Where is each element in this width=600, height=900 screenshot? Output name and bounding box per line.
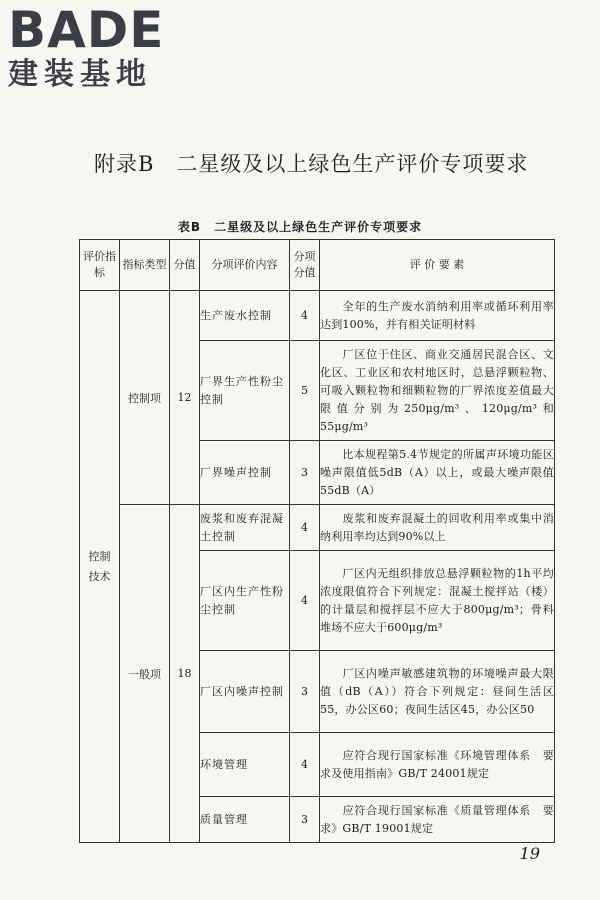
sub-score-cell: 3	[290, 441, 320, 505]
sub-score-cell: 3	[290, 651, 320, 733]
requirement-cell: 全年的生产废水消纳利用率或循环利用率达到100%，并有相关证明材料	[320, 291, 555, 341]
sub-score-cell: 3	[290, 797, 320, 843]
header-eval-indicator: 评价指标	[80, 240, 120, 291]
header-row	[80, 240, 555, 291]
type-score-control: 12	[170, 291, 200, 505]
requirement-cell: 应符合现行国家标准《质量管理体系 要求》GB/T 19001规定	[320, 797, 555, 843]
type-cell-general: 一般项	[120, 505, 170, 843]
requirement-cell: 厂区内无组织排放总悬浮颗粒物的1h平均浓度限值符合下列规定：混凝土搅拌站（楼）的计量层和搅拌层不应大于800μg/m³；骨料堆场不应大于600μg/m³	[320, 551, 555, 651]
logo-wordmark: BADE	[8, 1, 165, 59]
appendix-title: 附录B 二星级及以上绿色生产评价专项要求	[94, 152, 529, 176]
requirement-cell: 应符合现行国家标准《环境管理体系 要求及使用指南》GB/T 24001规定	[320, 733, 555, 797]
spec-table	[79, 239, 555, 843]
sub-item-cell: 质量管理	[200, 797, 290, 843]
eval-indicator-cell: 控制技术	[80, 291, 120, 843]
header-sub-item: 分项评价内容	[200, 240, 290, 291]
sub-item-cell: 厂界噪声控制	[200, 441, 290, 505]
sub-score-cell: 4	[290, 733, 320, 797]
header-requirement: 评 价 要 素	[320, 240, 555, 291]
requirement-cell: 厂区内噪声敏感建筑物的环境噪声最大限值（dB（A））符合下列规定：昼间生活区55，办公区60；夜间生活区45，办公区50	[320, 651, 555, 733]
header-score: 分值	[170, 240, 200, 291]
table-row	[80, 505, 555, 551]
sub-item-cell: 废浆和废弃混凝土控制	[200, 505, 290, 551]
sub-item-cell: 生产废水控制	[200, 291, 290, 341]
sub-score-cell: 4	[290, 291, 320, 341]
requirement-cell: 厂区位于住区、商业交通居民混合区、文化区、工业区和农村地区时，总悬浮颗粒物、可吸入颗粒物和细颗粒物的厂界浓度差值最大限值分别为250μg/m³、120μg/m³和55μg/m³	[320, 341, 555, 441]
requirement-cell: 废浆和废弃混凝土的回收利用率或集中消纳利用率均达到90%以上	[320, 505, 555, 551]
header-sub-score: 分项分值	[290, 240, 320, 291]
sub-score-cell: 4	[290, 551, 320, 651]
sub-item-cell: 厂界生产性粉尘控制	[200, 341, 290, 441]
logo	[8, 1, 165, 92]
sub-item-cell: 环境管理	[200, 733, 290, 797]
logo-subtitle: 建装基地	[8, 57, 152, 92]
type-score-general: 18	[170, 505, 200, 843]
type-cell-control: 控制项	[120, 291, 170, 505]
sub-score-cell: 5	[290, 341, 320, 441]
requirement-cell: 比本规程第5.4节规定的所属声环境功能区噪声限值低5dB（A）以上，或最大噪声限值55dB（A）	[320, 441, 555, 505]
table-row	[80, 291, 555, 341]
sub-item-cell: 厂区内噪声控制	[200, 651, 290, 733]
header-indicator-type: 指标类型	[120, 240, 170, 291]
sub-score-cell: 4	[290, 505, 320, 551]
table-caption: 表B 二星级及以上绿色生产评价专项要求	[177, 220, 423, 234]
page-number: 19	[519, 844, 540, 863]
sub-item-cell: 厂区内生产性粉尘控制	[200, 551, 290, 651]
